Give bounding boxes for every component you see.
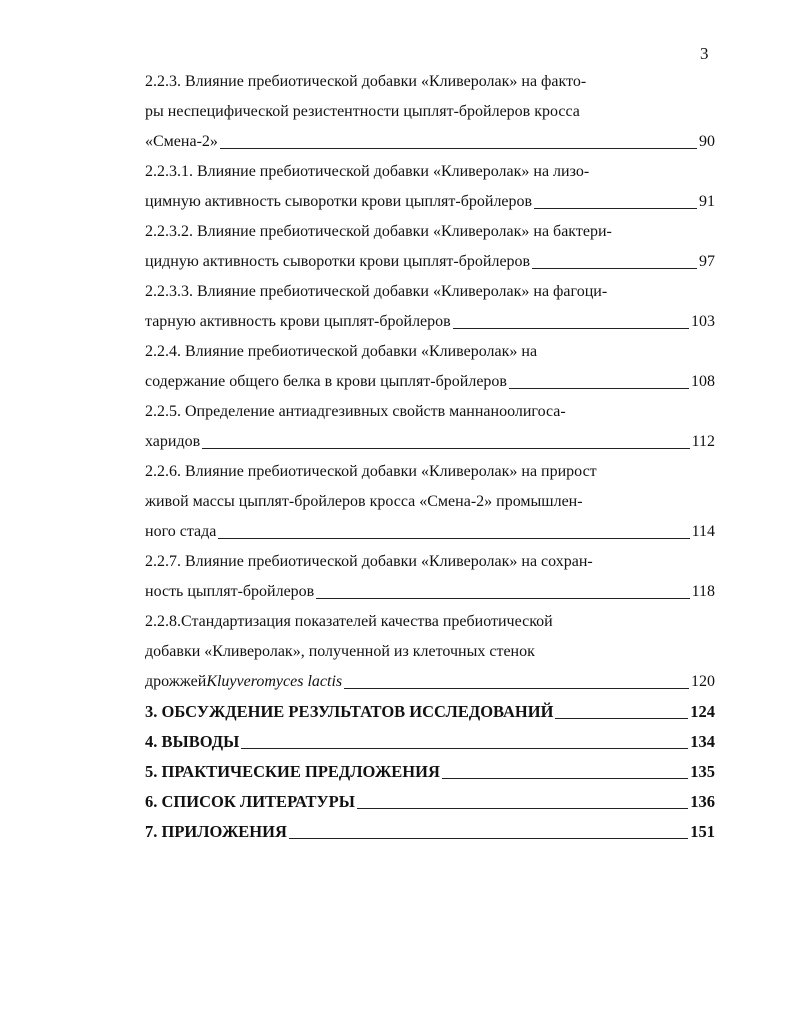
toc-page-number: 90 bbox=[699, 133, 715, 150]
toc-leader-line bbox=[453, 327, 689, 329]
toc-entry-line bbox=[145, 242, 715, 272]
toc-entry-italic-text: Kluyveromyces lactis bbox=[206, 673, 343, 690]
toc-entry-line bbox=[145, 332, 715, 362]
toc-leader-line bbox=[289, 837, 688, 839]
toc-page-number: 120 bbox=[691, 673, 715, 690]
toc-leader-line bbox=[357, 807, 688, 809]
toc-page-number: 91 bbox=[699, 193, 715, 210]
toc-entry-text: 2.2.6. Влияние пребиотической добавки «Кливеролак» на прирост bbox=[145, 463, 597, 480]
toc-entry-line bbox=[145, 452, 715, 482]
toc-entry-line bbox=[145, 152, 715, 182]
toc-entry-text: 2.2.3. Влияние пребиотической добавки «Кливеролак» на факто- bbox=[145, 73, 587, 90]
toc-page-number: 136 bbox=[690, 792, 715, 811]
toc-entry-text: содержание общего белка в крови цыплят-бройлеров bbox=[145, 373, 507, 390]
toc-entry-line bbox=[145, 572, 715, 602]
toc-entry-text: тарную активность крови цыплят-бройлеров bbox=[145, 313, 451, 330]
toc-entry-text: 2.2.3.2. Влияние пребиотической добавки «Кливеролак» на бактери- bbox=[145, 223, 612, 240]
toc-page-number: 112 bbox=[691, 433, 715, 450]
toc-entry-line bbox=[145, 632, 715, 662]
toc-entry-text: 2.2.8.Стандартизация показателей качества пребиотической bbox=[145, 613, 553, 630]
toc-entry-text: ность цыплят-бройлеров bbox=[145, 583, 315, 600]
toc-leader-line bbox=[344, 687, 689, 689]
toc-entry-line bbox=[145, 362, 715, 392]
toc-entry-text: цимную активность сыворотки крови цыплят-бройлеров bbox=[145, 193, 533, 210]
toc-entry-text: 5. ПРАКТИЧЕСКИЕ ПРЕДЛОЖЕНИЯ bbox=[145, 762, 440, 781]
toc-page-number: 151 bbox=[690, 822, 715, 841]
toc-entry-text: 2.2.3.1. Влияние пребиотической добавки «Кливеролак» на лизо- bbox=[145, 163, 590, 180]
toc-entry-text: ры неспецифической резистентности цыплят-бройлеров кросса bbox=[145, 103, 580, 120]
toc-page-number: 124 bbox=[690, 702, 715, 721]
toc-leader-line bbox=[509, 387, 689, 389]
toc-entry-line bbox=[145, 512, 715, 542]
toc-entry-text: харидов bbox=[145, 433, 201, 450]
toc-leader-line bbox=[442, 777, 688, 779]
toc-entry-line bbox=[145, 812, 715, 842]
toc-entry-line bbox=[145, 542, 715, 572]
toc-entry-text: живой массы цыплят-бройлеров кросса «Смена-2» промышлен- bbox=[145, 493, 583, 510]
toc-page-number: 135 bbox=[690, 762, 715, 781]
toc-entry-line bbox=[145, 782, 715, 812]
toc-entry-text: 3. ОБСУЖДЕНИЕ РЕЗУЛЬТАТОВ ИССЛЕДОВАНИЙ bbox=[145, 702, 554, 721]
toc-entry-line bbox=[145, 212, 715, 242]
toc-leader-line bbox=[218, 537, 689, 539]
page-number: 3 bbox=[700, 44, 709, 63]
toc-page-number: 118 bbox=[691, 583, 715, 600]
toc-page-number: 97 bbox=[699, 253, 715, 270]
toc-entry-text: 6. СПИСОК ЛИТЕРАТУРЫ bbox=[145, 792, 355, 811]
toc-page-number: 114 bbox=[691, 523, 715, 540]
toc-entry-text: 2.2.3.3. Влияние пребиотической добавки «Кливеролак» на фагоци- bbox=[145, 283, 608, 300]
toc-entry-line bbox=[145, 92, 715, 122]
toc-entry-text: «Смена-2» bbox=[145, 133, 218, 150]
toc-entry-text: добавки «Кливеролак», полученной из клеточных стенок bbox=[145, 643, 535, 660]
toc-leader-line bbox=[220, 147, 697, 149]
toc-leader-line bbox=[555, 717, 688, 719]
toc-entry-text: дрожжей bbox=[145, 673, 207, 690]
toc-page-number: 103 bbox=[691, 313, 715, 330]
toc-leader-line bbox=[532, 267, 697, 269]
toc-leader-line bbox=[316, 597, 689, 599]
toc-entry-line bbox=[145, 662, 715, 692]
toc-entry-line bbox=[145, 182, 715, 212]
toc-entry-line bbox=[145, 692, 715, 722]
toc-entry-line bbox=[145, 752, 715, 782]
toc-entry-line bbox=[145, 302, 715, 332]
toc-leader-line bbox=[241, 747, 688, 749]
toc-leader-line bbox=[202, 447, 689, 449]
toc-entry-text: ного стада bbox=[145, 523, 217, 540]
toc-entry-text: 2.2.4. Влияние пребиотической добавки «Кливеролак» на bbox=[145, 343, 538, 360]
toc-entry-line bbox=[145, 602, 715, 632]
toc-entry-line bbox=[145, 272, 715, 302]
toc-entry-line bbox=[145, 722, 715, 752]
toc-entry-text: 7. ПРИЛОЖЕНИЯ bbox=[145, 822, 287, 841]
toc-entry-line bbox=[145, 392, 715, 422]
toc-entry-text: 4. ВЫВОДЫ bbox=[145, 732, 240, 751]
toc-entry-line bbox=[145, 62, 715, 92]
toc-leader-line bbox=[534, 207, 697, 209]
toc-entry-line bbox=[145, 482, 715, 512]
toc-page-number: 134 bbox=[690, 732, 715, 751]
toc-entry-line bbox=[145, 122, 715, 152]
toc-entry-line bbox=[145, 422, 715, 452]
toc-page-number: 108 bbox=[691, 373, 715, 390]
toc-entry-text: 2.2.7. Влияние пребиотической добавки «Кливеролак» на сохран- bbox=[145, 553, 593, 570]
toc-entry-text: цидную активность сыворотки крови цыплят-бройлеров bbox=[145, 253, 531, 270]
toc-entry-text: 2.2.5. Определение антиадгезивных свойств маннаноолигоса- bbox=[145, 403, 566, 420]
